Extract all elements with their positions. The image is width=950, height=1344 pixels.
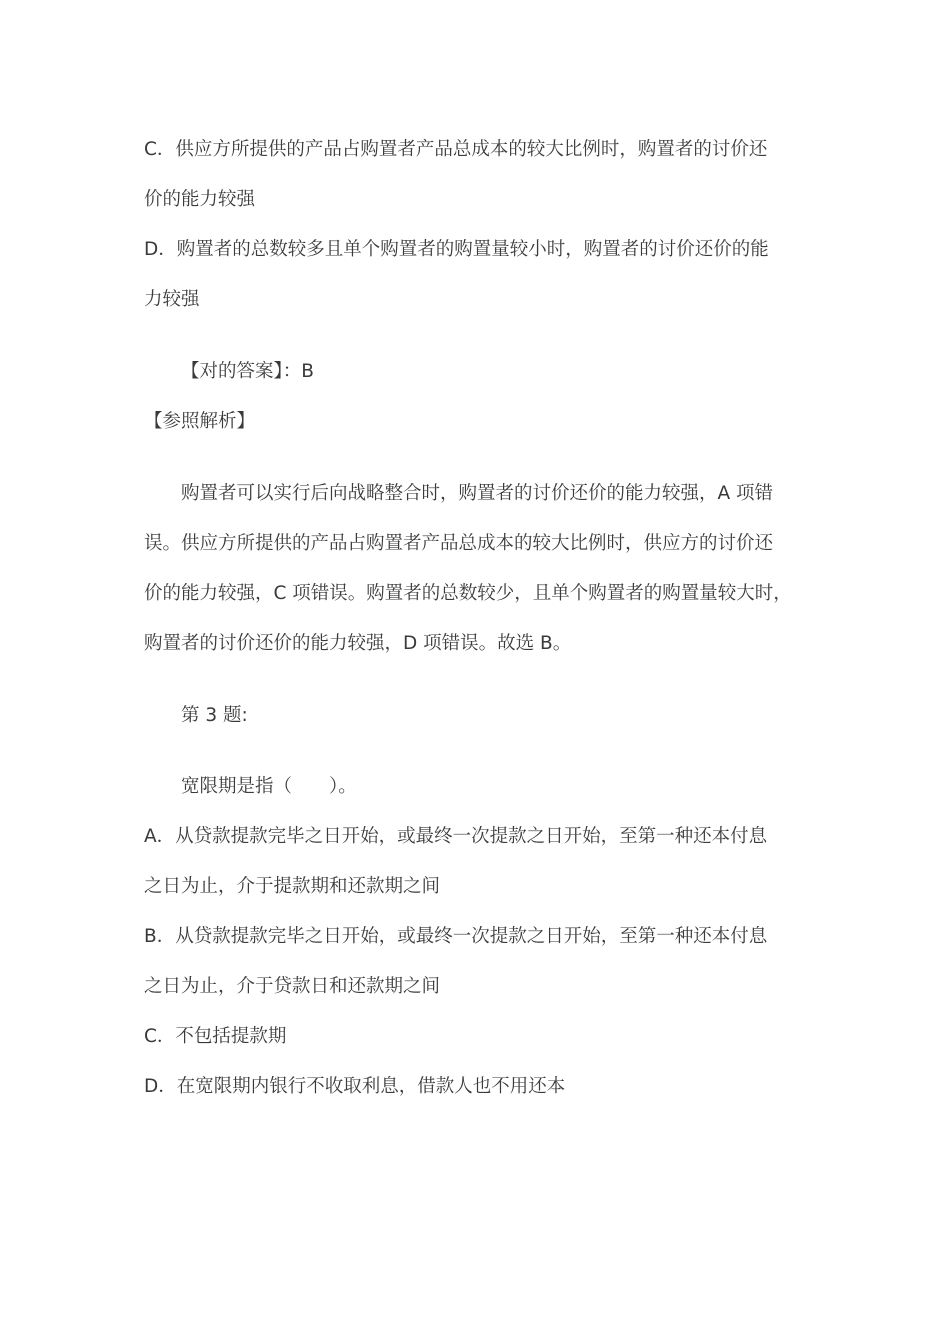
answer-text: 【对的答案】：B (181, 361, 314, 382)
analysis-line-2: 误。供应方所提供的产品占购置者产品总成本的较大比例时，供应方的讨价还 (144, 533, 774, 554)
question-number: 第 3 题: (181, 705, 248, 726)
option-c-line1: C．供应方所提供的产品占购置者产品总成本的较大比例时，购置者的讨价还 (144, 139, 768, 160)
analysis-heading: 【参照解析】 (144, 411, 256, 432)
question-stem: 宽限期是指（ ）。 (181, 776, 357, 797)
analysis-line-1: 购置者可以实行后向战略整合时，购置者的讨价还价的能力较强，A 项错 (181, 483, 774, 504)
q3-option-b-line1: B．从贷款提款完毕之日开始，或最终一次提款之日开始，至第一种还本付息 (144, 926, 768, 947)
q3-option-b-line2: 之日为止，介于贷款日和还款期之间 (144, 976, 441, 997)
analysis-line-3: 价的能力较强，C 项错误。购置者的总数较少，且单个购置者的购置量较大时， (144, 583, 792, 604)
q3-option-c: C．不包括提款期 (144, 1026, 287, 1047)
q3-option-a-line1: A．从贷款提款完毕之日开始，或最终一次提款之日开始，至第一种还本付息 (144, 826, 768, 847)
option-d-line1: D．购置者的总数较多且单个购置者的购置量较小时，购置者的讨价还价的能 (144, 239, 769, 260)
q3-option-a-line2: 之日为止，介于提款期和还款期之间 (144, 876, 441, 897)
q3-option-d: D．在宽限期内银行不收取利息，借款人也不用还本 (144, 1076, 566, 1097)
option-c-line2: 价的能力较强 (144, 189, 256, 210)
option-d-line2: 力较强 (144, 289, 200, 310)
analysis-line-4: 购置者的讨价还价的能力较强，D 项错误。故选 B。 (144, 633, 572, 654)
